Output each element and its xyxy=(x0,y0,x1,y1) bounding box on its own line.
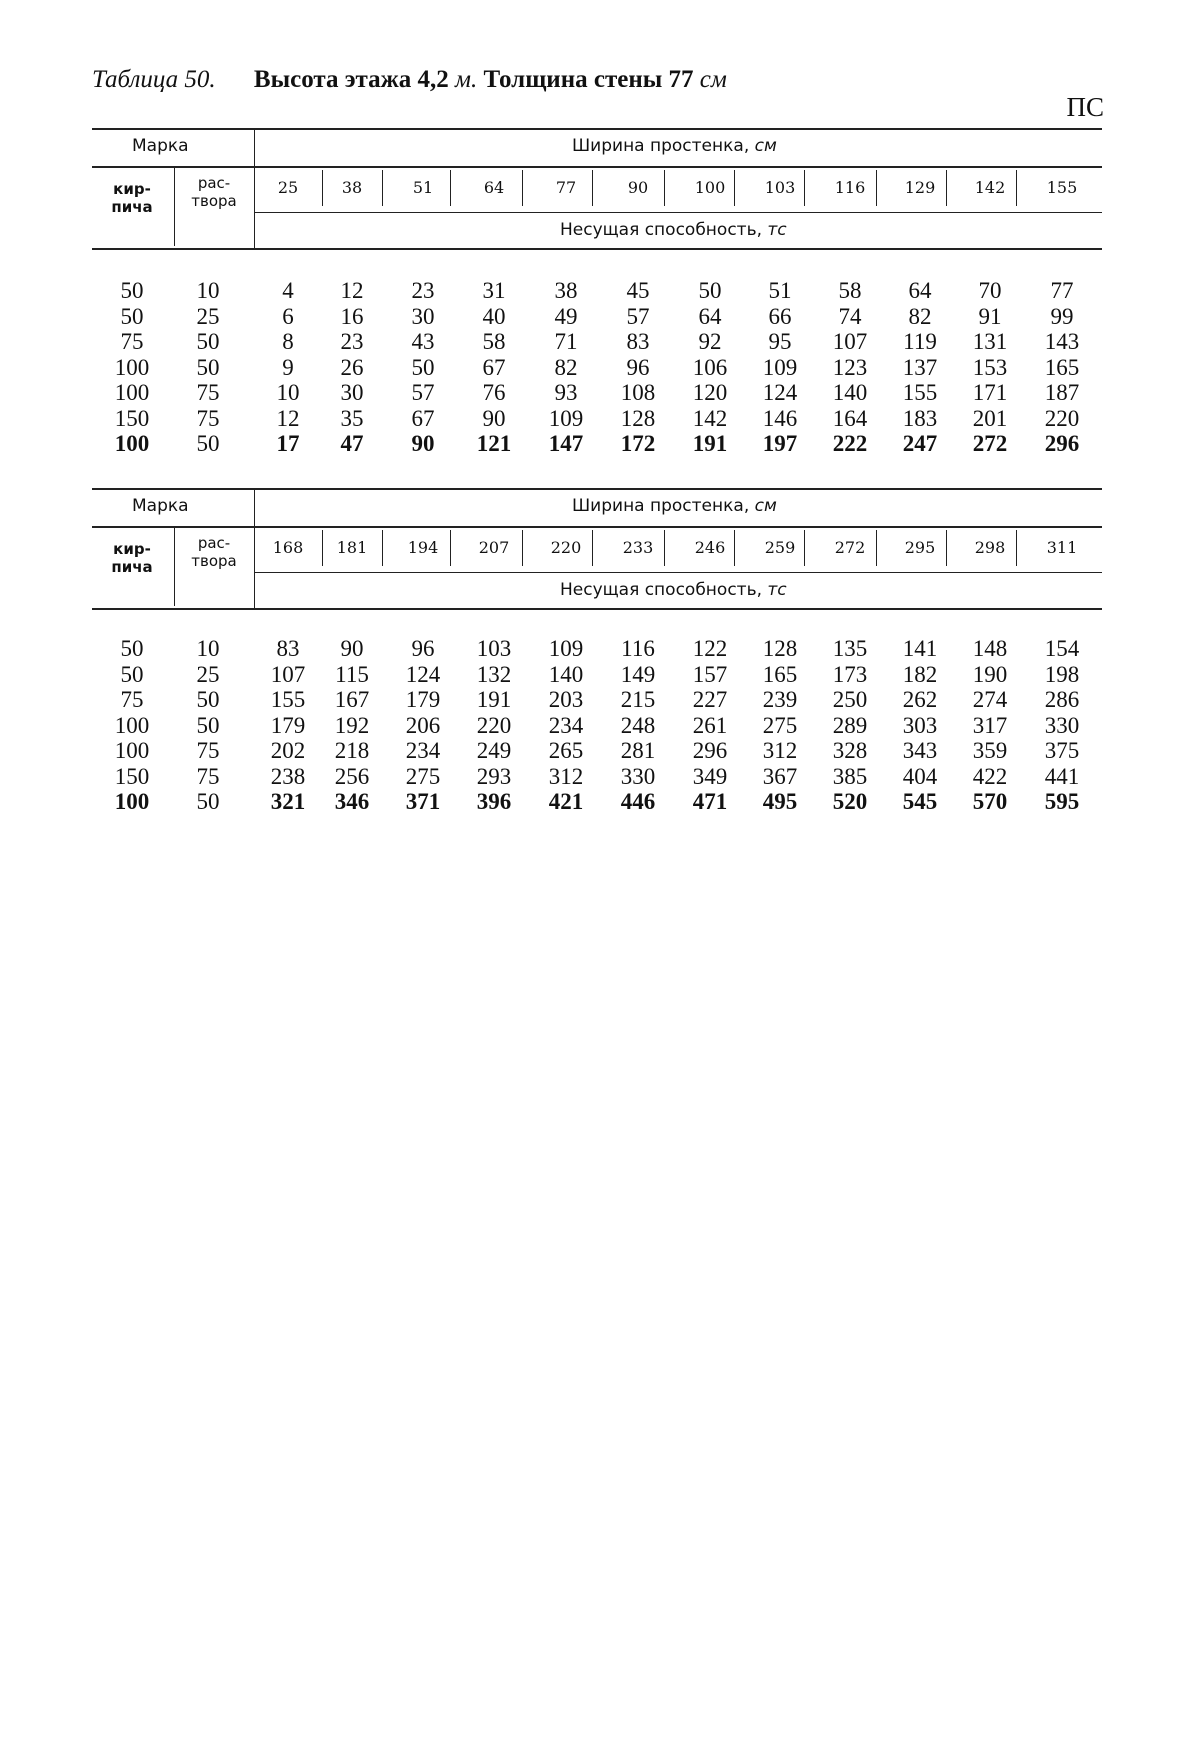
capacity-value-cell: 155 xyxy=(902,380,938,405)
capacity-value-cell: 250 xyxy=(832,687,868,712)
capacity-value-cell: 148 xyxy=(972,636,1008,661)
capacity-value-cell: 58 xyxy=(482,329,506,354)
capacity-value-cell: 96 xyxy=(626,354,650,380)
capacity-value-cell: 191 xyxy=(692,431,728,456)
capacity-value-cell: 312 xyxy=(548,763,584,789)
header-rule xyxy=(92,526,1102,528)
capacity-value-cell: 227 xyxy=(692,687,728,712)
capacity-value-cell: 303 xyxy=(902,712,938,738)
capacity-value-cell: 164 xyxy=(832,405,868,431)
title-unit-cm: см xyxy=(699,66,727,93)
width-column-header: 246 xyxy=(694,538,726,557)
capacity-value-cell: 249 xyxy=(476,738,512,763)
capacity-value-cell: 38 xyxy=(554,278,578,303)
capacity-value-cell: 172 xyxy=(620,431,656,456)
capacity-value-cell: 570 xyxy=(972,789,1008,814)
width-column-header: 100 xyxy=(694,178,726,197)
capacity-value-cell: 179 xyxy=(270,712,306,738)
capacity-value-cell: 330 xyxy=(1044,712,1080,738)
capacity-value-cell: 371 xyxy=(405,789,441,814)
header-rule xyxy=(92,608,1102,610)
corner-mark: ПС xyxy=(1066,92,1104,122)
brick-grade-cell: 100 xyxy=(114,431,150,456)
width-label-text: Ширина простенка, xyxy=(572,136,755,156)
capacity-value-cell: 50 xyxy=(698,278,722,303)
capacity-value-cell: 520 xyxy=(832,789,868,814)
brick-grade-header xyxy=(92,540,172,576)
capacity-value-cell: 234 xyxy=(405,738,441,763)
capacity-value-cell: 595 xyxy=(1044,789,1080,814)
capacity-value-cell: 64 xyxy=(908,278,932,303)
capacity-value-cell: 120 xyxy=(692,380,728,405)
capacity-value-cell: 8 xyxy=(282,329,294,354)
capacity-value-cell: 57 xyxy=(626,303,650,329)
capacity-value-cell: 154 xyxy=(1044,636,1080,661)
capacity-value-cell: 132 xyxy=(476,661,512,687)
capacity-value-cell: 261 xyxy=(692,712,728,738)
capacity-label xyxy=(560,580,787,600)
capacity-value-cell: 165 xyxy=(1044,354,1080,380)
mortar-header-line: рас- xyxy=(197,534,231,552)
capacity-value-cell: 328 xyxy=(832,738,868,763)
capacity-value-cell: 74 xyxy=(838,303,862,329)
width-column-header: 155 xyxy=(1046,178,1078,197)
brick-header-line: пича xyxy=(111,198,153,216)
capacity-value-cell: 116 xyxy=(621,636,655,661)
capacity-value-cell: 50 xyxy=(411,354,435,380)
header-rule xyxy=(92,248,1102,250)
capacity-value-cell: 197 xyxy=(762,431,798,456)
brick-grade-header xyxy=(92,180,172,216)
capacity-value-cell: 99 xyxy=(1050,303,1074,329)
capacity-value-cell: 275 xyxy=(405,763,441,789)
capacity-value-cell: 330 xyxy=(620,763,656,789)
width-column-header: 116 xyxy=(834,178,866,197)
brick-header-line: кир- xyxy=(113,180,151,198)
capacity-value-cell: 90 xyxy=(482,405,506,431)
capacity-value-cell: 26 xyxy=(340,354,364,380)
capacity-value-cell: 201 xyxy=(972,405,1008,431)
capacity-value-cell: 109 xyxy=(762,354,798,380)
capacity-value-cell: 281 xyxy=(620,738,656,763)
capacity-value-cell: 82 xyxy=(554,354,578,380)
brick-grade-cell: 150 xyxy=(114,763,150,789)
capacity-value-cell: 23 xyxy=(340,329,364,354)
capacity-value-cell: 57 xyxy=(411,380,435,405)
capacity-value-cell: 93 xyxy=(554,380,578,405)
capacity-value-cell: 12 xyxy=(276,405,300,431)
brick-grade-cell: 50 xyxy=(120,303,144,329)
capacity-value-cell: 421 xyxy=(548,789,584,814)
capacity-value-cell: 128 xyxy=(762,636,798,661)
capacity-value-cell: 108 xyxy=(620,380,656,405)
brick-grade-cell: 100 xyxy=(114,712,150,738)
capacity-value-cell: 343 xyxy=(902,738,938,763)
width-label xyxy=(572,136,777,156)
capacity-value-cell: 220 xyxy=(1044,405,1080,431)
capacity-value-cell: 124 xyxy=(762,380,798,405)
capacity-value-cell: 286 xyxy=(1044,687,1080,712)
capacity-value-cell: 179 xyxy=(405,687,441,712)
mortar-grade-cell: 75 xyxy=(196,405,220,431)
mortar-grade-cell: 50 xyxy=(196,712,220,738)
width-column-header: 168 xyxy=(272,538,304,557)
width-column-header: 295 xyxy=(904,538,936,557)
capacity-value-cell: 157 xyxy=(692,661,728,687)
capacity-value-cell: 367 xyxy=(762,763,798,789)
width-column-header: 142 xyxy=(974,178,1006,197)
marka-label: Марка xyxy=(132,136,189,156)
capacity-value-cell: 349 xyxy=(692,763,728,789)
width-column-header: 207 xyxy=(478,538,510,557)
capacity-value-cell: 206 xyxy=(405,712,441,738)
capacity-value-cell: 103 xyxy=(476,636,512,661)
capacity-value-cell: 239 xyxy=(762,687,798,712)
capacity-value-cell: 90 xyxy=(340,636,364,661)
mortar-grade-header xyxy=(174,174,254,210)
brick-grade-cell: 100 xyxy=(114,789,150,814)
capacity-value-cell: 191 xyxy=(476,687,512,712)
capacity-value-cell: 187 xyxy=(1044,380,1080,405)
capacity-value-cell: 446 xyxy=(620,789,656,814)
table-title xyxy=(254,66,727,93)
mortar-grade-cell: 50 xyxy=(196,431,220,456)
table-number: Таблица 50. xyxy=(92,66,216,93)
width-column-header: 233 xyxy=(622,538,654,557)
capacity-value-cell: 67 xyxy=(482,354,506,380)
capacity-value-cell: 247 xyxy=(902,431,938,456)
capacity-value-cell: 115 xyxy=(335,661,369,687)
capacity-value-cell: 238 xyxy=(270,763,306,789)
capacity-value-cell: 64 xyxy=(698,303,722,329)
width-column-header: 103 xyxy=(764,178,796,197)
capacity-value-cell: 346 xyxy=(334,789,370,814)
title-floor-height: Высота этажа 4,2 xyxy=(253,66,449,93)
width-column-header: 194 xyxy=(407,538,439,557)
capacity-value-cell: 155 xyxy=(270,687,306,712)
width-column-header: 64 xyxy=(483,178,505,197)
capacity-value-cell: 182 xyxy=(902,661,938,687)
mortar-grade-cell: 75 xyxy=(196,380,220,405)
capacity-value-cell: 190 xyxy=(972,661,1008,687)
capacity-value-cell: 321 xyxy=(270,789,306,814)
capacity-value-cell: 192 xyxy=(334,712,370,738)
capacity-value-cell: 256 xyxy=(334,763,370,789)
width-column-header: 298 xyxy=(974,538,1006,557)
marka-label: Марка xyxy=(132,496,189,516)
capacity-value-cell: 92 xyxy=(698,329,722,354)
capacity-value-cell: 31 xyxy=(482,278,506,303)
capacity-value-cell: 76 xyxy=(482,380,506,405)
capacity-value-cell: 82 xyxy=(908,303,932,329)
brick-header-line: пича xyxy=(111,558,153,576)
capacity-value-cell: 495 xyxy=(762,789,798,814)
mortar-grade-cell: 75 xyxy=(196,738,220,763)
capacity-value-cell: 124 xyxy=(405,661,441,687)
capacity-value-cell: 441 xyxy=(1044,763,1080,789)
capacity-value-cell: 30 xyxy=(340,380,364,405)
header-rule xyxy=(92,166,1102,168)
mortar-grade-cell: 10 xyxy=(196,278,220,303)
mortar-grade-header xyxy=(174,534,254,570)
mortar-grade-cell: 25 xyxy=(196,303,220,329)
capacity-value-cell: 9 xyxy=(282,354,294,380)
capacity-value-cell: 312 xyxy=(762,738,798,763)
capacity-value-cell: 77 xyxy=(1050,278,1074,303)
capacity-value-cell: 109 xyxy=(548,405,584,431)
width-label-text: Ширина простенка, xyxy=(572,496,755,516)
capacity-unit: тс xyxy=(767,580,787,600)
capacity-value-cell: 141 xyxy=(902,636,938,661)
capacity-value-cell: 234 xyxy=(548,712,584,738)
capacity-value-cell: 51 xyxy=(768,278,792,303)
brick-grade-cell: 75 xyxy=(120,329,144,354)
brick-grade-cell: 50 xyxy=(120,636,144,661)
capacity-value-cell: 122 xyxy=(692,636,728,661)
capacity-value-cell: 30 xyxy=(411,303,435,329)
capacity-value-cell: 173 xyxy=(832,661,868,687)
capacity-value-cell: 121 xyxy=(476,431,512,456)
capacity-value-cell: 153 xyxy=(972,354,1008,380)
capacity-value-cell: 43 xyxy=(411,329,435,354)
brick-grade-cell: 150 xyxy=(114,405,150,431)
capacity-value-cell: 293 xyxy=(476,763,512,789)
capacity-value-cell: 183 xyxy=(902,405,938,431)
brick-header-line: кир- xyxy=(113,540,151,558)
capacity-value-cell: 375 xyxy=(1044,738,1080,763)
width-column-header: 90 xyxy=(627,178,649,197)
brick-grade-cell: 100 xyxy=(114,354,150,380)
capacity-value-cell: 91 xyxy=(978,303,1002,329)
mortar-grade-cell: 50 xyxy=(196,687,220,712)
capacity-value-cell: 275 xyxy=(762,712,798,738)
capacity-value-cell: 218 xyxy=(334,738,370,763)
width-column-header: 51 xyxy=(412,178,434,197)
capacity-value-cell: 215 xyxy=(620,687,656,712)
capacity-value-cell: 40 xyxy=(482,303,506,329)
capacity-value-cell: 142 xyxy=(692,405,728,431)
capacity-value-cell: 83 xyxy=(276,636,300,661)
capacity-value-cell: 58 xyxy=(838,278,862,303)
width-column-header: 259 xyxy=(764,538,796,557)
capacity-value-cell: 131 xyxy=(972,329,1008,354)
mortar-grade-cell: 50 xyxy=(196,789,220,814)
capacity-value-cell: 109 xyxy=(548,636,584,661)
capacity-value-cell: 220 xyxy=(476,712,512,738)
brick-grade-cell: 100 xyxy=(114,738,150,763)
capacity-value-cell: 35 xyxy=(340,405,364,431)
capacity-value-cell: 385 xyxy=(832,763,868,789)
brick-grade-cell: 75 xyxy=(120,687,144,712)
capacity-value-cell: 171 xyxy=(972,380,1008,405)
capacity-value-cell: 262 xyxy=(902,687,938,712)
capacity-value-cell: 107 xyxy=(832,329,868,354)
capacity-value-cell: 222 xyxy=(832,431,868,456)
capacity-value-cell: 202 xyxy=(270,738,306,763)
mortar-header-line: твора xyxy=(191,192,237,210)
capacity-value-cell: 272 xyxy=(972,431,1008,456)
capacity-value-cell: 6 xyxy=(282,303,294,329)
capacity-value-cell: 70 xyxy=(978,278,1002,303)
width-column-header: 272 xyxy=(834,538,866,557)
mortar-grade-cell: 25 xyxy=(196,661,220,687)
capacity-label xyxy=(560,220,787,240)
header-rule xyxy=(254,572,1102,573)
capacity-value-cell: 123 xyxy=(832,354,868,380)
capacity-value-cell: 96 xyxy=(411,636,435,661)
mortar-grade-cell: 10 xyxy=(196,636,220,661)
capacity-value-cell: 128 xyxy=(620,405,656,431)
capacity-value-cell: 296 xyxy=(692,738,728,763)
width-label xyxy=(572,496,777,516)
mortar-grade-cell: 50 xyxy=(196,329,220,354)
capacity-value-cell: 23 xyxy=(411,278,435,303)
capacity-value-cell: 71 xyxy=(554,329,578,354)
width-column-header: 77 xyxy=(555,178,577,197)
capacity-value-cell: 12 xyxy=(340,278,364,303)
mortar-header-line: твора xyxy=(191,552,237,570)
capacity-value-cell: 143 xyxy=(1044,329,1080,354)
capacity-value-cell: 396 xyxy=(476,789,512,814)
capacity-value-cell: 47 xyxy=(340,431,364,456)
capacity-value-cell: 95 xyxy=(768,329,792,354)
capacity-value-cell: 45 xyxy=(626,278,650,303)
header-rule xyxy=(92,128,1102,130)
capacity-value-cell: 66 xyxy=(768,303,792,329)
capacity-value-cell: 10 xyxy=(276,380,300,405)
header-rule xyxy=(254,212,1102,213)
capacity-label-text: Несущая способность, xyxy=(560,580,768,600)
capacity-unit: тс xyxy=(767,220,787,240)
title-wall-thickness: Толщина стены 77 xyxy=(483,66,694,93)
width-column-header: 181 xyxy=(336,538,368,557)
brick-grade-cell: 100 xyxy=(114,380,150,405)
width-unit: см xyxy=(754,496,777,516)
capacity-value-cell: 16 xyxy=(340,303,364,329)
capacity-value-cell: 90 xyxy=(411,431,435,456)
title-unit-m: м. xyxy=(454,66,478,93)
capacity-value-cell: 203 xyxy=(548,687,584,712)
capacity-value-cell: 317 xyxy=(972,712,1008,738)
table-caption xyxy=(92,66,727,94)
mortar-grade-cell: 75 xyxy=(196,763,220,789)
capacity-value-cell: 274 xyxy=(972,687,1008,712)
capacity-value-cell: 422 xyxy=(972,763,1008,789)
capacity-value-cell: 119 xyxy=(903,329,937,354)
brick-grade-cell: 50 xyxy=(120,661,144,687)
capacity-value-cell: 167 xyxy=(334,687,370,712)
capacity-value-cell: 137 xyxy=(902,354,938,380)
width-column-header: 38 xyxy=(341,178,363,197)
capacity-value-cell: 107 xyxy=(270,661,306,687)
capacity-value-cell: 67 xyxy=(411,405,435,431)
capacity-value-cell: 149 xyxy=(620,661,656,687)
capacity-value-cell: 4 xyxy=(282,278,294,303)
capacity-value-cell: 49 xyxy=(554,303,578,329)
capacity-value-cell: 359 xyxy=(972,738,1008,763)
mortar-header-line: рас- xyxy=(197,174,231,192)
capacity-value-cell: 106 xyxy=(692,354,728,380)
capacity-value-cell: 296 xyxy=(1044,431,1080,456)
capacity-value-cell: 135 xyxy=(832,636,868,661)
capacity-value-cell: 140 xyxy=(832,380,868,405)
capacity-value-cell: 198 xyxy=(1044,661,1080,687)
width-column-header: 129 xyxy=(904,178,936,197)
header-rule xyxy=(92,488,1102,490)
capacity-value-cell: 289 xyxy=(832,712,868,738)
capacity-value-cell: 165 xyxy=(762,661,798,687)
width-column-header: 311 xyxy=(1046,538,1078,557)
capacity-value-cell: 140 xyxy=(548,661,584,687)
capacity-value-cell: 83 xyxy=(626,329,650,354)
capacity-value-cell: 17 xyxy=(276,431,300,456)
width-unit: см xyxy=(754,136,777,156)
capacity-value-cell: 147 xyxy=(548,431,584,456)
width-column-header: 220 xyxy=(550,538,582,557)
capacity-label-text: Несущая способность, xyxy=(560,220,768,240)
capacity-value-cell: 146 xyxy=(762,405,798,431)
capacity-value-cell: 404 xyxy=(902,763,938,789)
capacity-value-cell: 545 xyxy=(902,789,938,814)
mortar-grade-cell: 50 xyxy=(196,354,220,380)
capacity-value-cell: 471 xyxy=(692,789,728,814)
width-column-header: 25 xyxy=(277,178,299,197)
capacity-value-cell: 265 xyxy=(548,738,584,763)
brick-grade-cell: 50 xyxy=(120,278,144,303)
capacity-value-cell: 248 xyxy=(620,712,656,738)
